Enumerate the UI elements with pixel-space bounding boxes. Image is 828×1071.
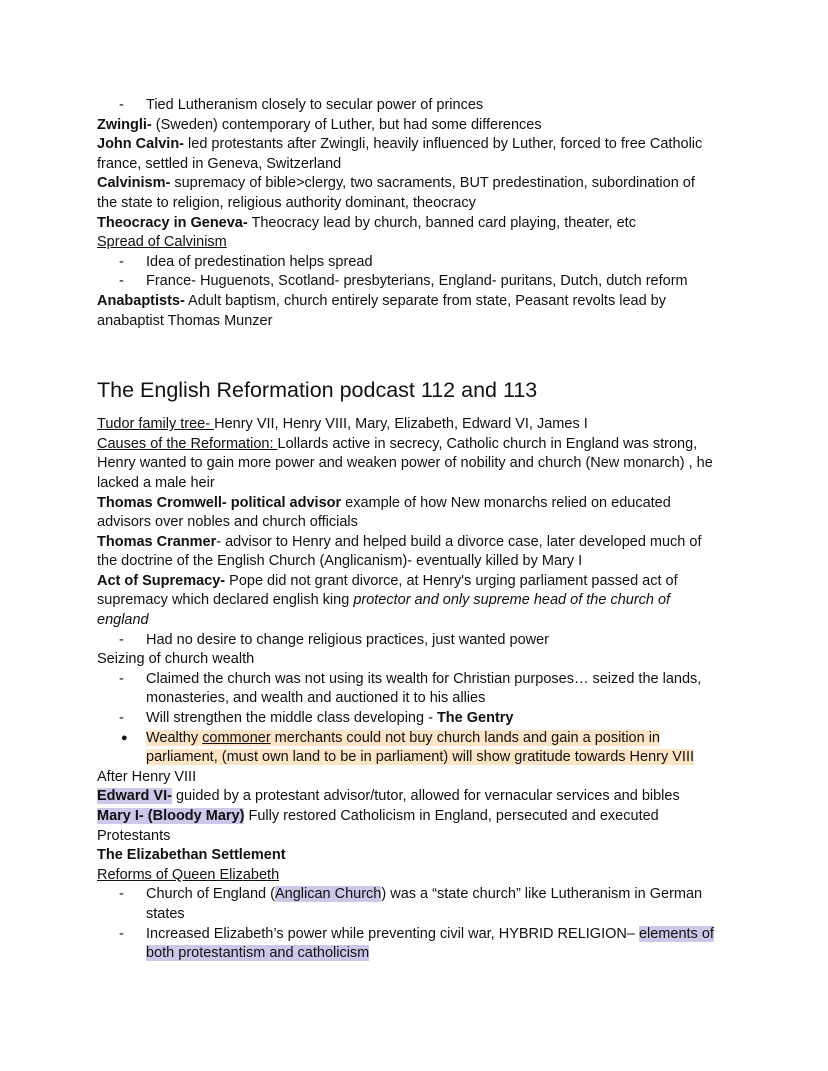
text-segment: ) was a “state church” like Lutheranism in German states <box>146 886 703 922</box>
dash-marker: - <box>119 97 124 113</box>
after-henry-heading: After Henry VIII <box>97 768 197 785</box>
causes-entry <box>97 435 717 494</box>
list-item-text: Will strengthen the middle class developing - <box>146 710 437 727</box>
definition: Fully restored Catholicism in England, persecuted and executed Protestants <box>97 808 659 844</box>
spread-heading: Spread of Calvinism <box>97 234 227 251</box>
highlighted-text <box>146 730 694 766</box>
highlighted-text: Anglican Church <box>274 886 382 903</box>
list-item <box>97 709 717 729</box>
cromwell-entry <box>97 494 717 533</box>
supremacy-entry <box>97 572 717 631</box>
definition: Theocracy lead by church, banned card playing, theater, etc <box>247 214 636 231</box>
term: Edward VI- <box>97 788 172 805</box>
text-segment: Increased Elizabeth’s power while preventing civil war, HYBRID RELIGION– <box>146 925 639 942</box>
text-segment: Wealthy <box>146 729 203 746</box>
definition: - advisor to Henry and helped build a divorce case, later developed much of the doctrine of the English Church (Anglicanism)- eventually killed by Mary I <box>97 533 702 570</box>
calvinism-entry <box>97 174 717 213</box>
bullet-marker: ● <box>121 731 128 744</box>
list-item <box>97 272 717 292</box>
list-item-text: Claimed the church was not using its wealth for Christian purposes… seized the lands, monasteries, and wealth and auctioned it to his allies <box>146 670 702 707</box>
term: John Calvin- <box>97 136 185 153</box>
term: Tudor family tree- <box>97 416 215 433</box>
dash-marker: - <box>119 253 124 270</box>
section-heading: The English Reformation podcast 112 and 113 <box>97 378 538 403</box>
document-page <box>97 96 717 964</box>
term: Thomas Cranmer <box>97 533 217 550</box>
term: Act of Supremacy- <box>97 572 226 589</box>
definition: supremacy of bible>clergy, two sacraments, BUT predestination, subordination of the state to religion, religious authority dominant, theocracy <box>97 175 695 211</box>
dash-marker: - <box>119 925 124 942</box>
definition: led protestants after Zwingli, heavily influenced by Luther, forced to free Catholic france, settled in Geneva, Switzerland <box>97 136 703 172</box>
definition: Henry VII, Henry VIII, Mary, Elizabeth, Edward VI, James I <box>214 416 588 433</box>
list-item-text: Had no desire to change religious practices, just wanted power <box>146 631 550 648</box>
term: Calvinism- <box>97 175 171 192</box>
text-segment: Church of England ( <box>146 886 275 903</box>
list-item-text: Tied Lutheranism closely to secular power of princes <box>146 97 484 113</box>
text-segment: merchants could not buy church lands and gain a position in parliament, (must own land to be in parliament) will show gratitude towards Henry VIII <box>146 729 695 766</box>
term: Zwingli- <box>97 116 152 133</box>
term: Thomas Cromwell- political advisor <box>97 494 342 511</box>
definition: (Sweden) contemporary of Luther, but had some differences <box>151 116 542 133</box>
dash-marker: - <box>119 670 124 687</box>
cranmer-entry <box>97 533 717 572</box>
anabaptists-entry <box>97 292 717 331</box>
edward-entry <box>97 787 717 807</box>
list-item <box>97 729 717 768</box>
dash-marker: - <box>119 273 124 290</box>
list-item <box>97 670 717 709</box>
definition: example of how New monarchs relied on educated advisors over nobles and church officials <box>97 494 671 531</box>
dash-marker: - <box>119 631 124 648</box>
definition: Adult baptism, church entirely separate from state, Peasant revolts lead by anabaptist Thomas Munzer <box>97 292 666 329</box>
highlighted-text: elements of both protestantism and catholicism <box>146 925 714 962</box>
list-item <box>97 885 717 924</box>
definition: Lollards active in secrecy, Catholic church in England was strong, Henry wanted to gain more power and weaken power of nobility and church (New monarch) , he lacked a male heir <box>97 435 713 491</box>
mary-entry <box>97 807 717 846</box>
elizabethan-heading: The Elizabethan Settlement <box>97 847 286 864</box>
term: Causes of the Reformation: <box>97 435 278 452</box>
list-item-text: France- Huguenots, Scotland- presbyterians, England- puritans, Dutch, dutch reform <box>146 273 688 290</box>
zwingli-entry <box>97 116 717 136</box>
term: Mary I- (Bloody Mary) <box>97 808 245 824</box>
list-item <box>97 253 717 273</box>
term: Theocracy in Geneva- <box>97 214 248 231</box>
theocracy-entry <box>97 214 717 234</box>
list-item <box>97 631 717 651</box>
dash-marker: - <box>119 886 124 903</box>
seizing-heading: Seizing of church wealth <box>97 651 255 668</box>
dash-marker: - <box>119 710 124 727</box>
definition: guided by a protestant advisor/tutor, allowed for vernacular services and bibles <box>171 788 680 805</box>
list-item-bold: The Gentry <box>436 710 514 727</box>
list-item <box>97 96 717 116</box>
underlined-word: commoner <box>202 729 271 746</box>
definition: Pope did not grant divorce, at Henry's urging parliament passed act of supremacy which declared english king <box>97 572 678 609</box>
term: Anabaptists- <box>97 292 185 309</box>
list-item <box>97 925 717 964</box>
tudor-entry <box>97 415 717 435</box>
list-item-text: Idea of predestination helps spread <box>146 253 373 270</box>
john-calvin-entry <box>97 135 717 174</box>
definition-italic: protector and only supreme head of the church of england <box>97 592 671 629</box>
reforms-heading: Reforms of Queen Elizabeth <box>97 866 280 883</box>
